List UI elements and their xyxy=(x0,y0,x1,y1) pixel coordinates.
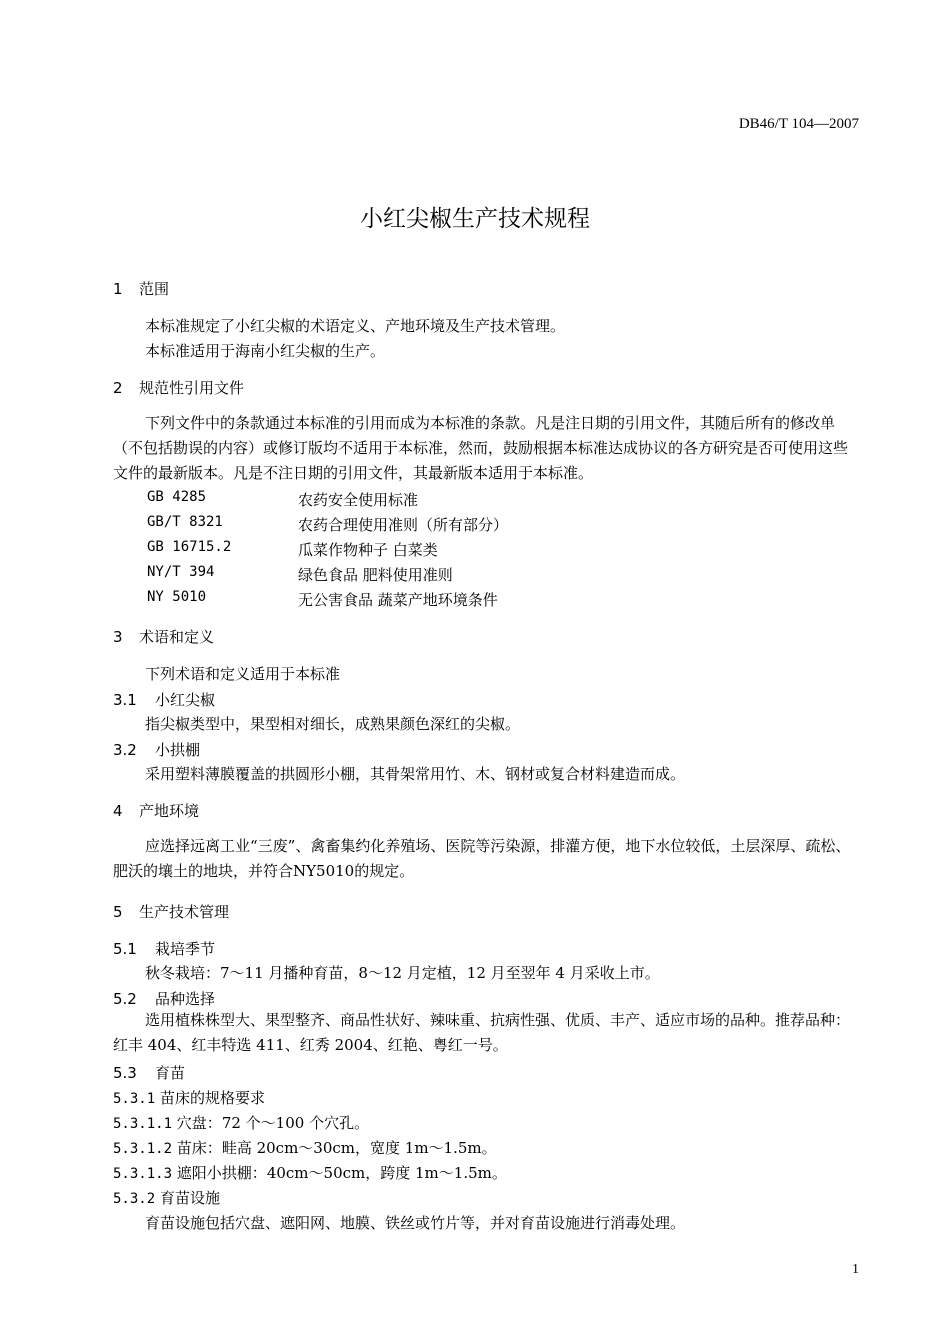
subsection-3-2-heading: 3.2 小拱棚 xyxy=(113,741,201,759)
reference-code: GB 16715.2 xyxy=(147,539,232,555)
subsection-3-1-text: 指尖椒类型中，果型相对细长，成熟果颜色深红的尖椒。 xyxy=(145,715,521,733)
subsection-3-2-text: 采用塑料薄膜覆盖的拱圆形小棚，其骨架常用竹、木、钢材或复合材料建造而成。 xyxy=(145,765,686,783)
subsection-5-2-heading: 5.2 品种选择 xyxy=(113,990,216,1008)
reference-code: NY/T 394 xyxy=(147,564,215,580)
subsection-5-1-text: 秋冬栽培：7～11 月播种育苗，8～12 月定植，12 月至翌年 4 月采收上市。 xyxy=(145,964,660,982)
document-title: 小红尖椒生产技术规程 xyxy=(360,206,590,232)
reference-name: 瓜菜作物种子 白菜类 xyxy=(298,541,438,559)
subsection-5-2-text: 选用植株株型大、果型整齐、商品性状好、辣味重、抗病性强、优质、丰产、适应市场的品种。推荐品种：红丰 404、红丰特选 411、红秀 2004、红艳、粤红一号。 xyxy=(113,1011,851,1054)
subsection-5-1-heading: 5.1 栽培季节 xyxy=(113,940,216,958)
section-4-paragraph: 应选择远离工业“三废”、禽畜集约化养殖场、医院等污染源，排灌方便，地下水位较低，土层深厚、疏松、肥沃的壤土的地块，并符合NY5010的规定。 xyxy=(113,837,851,880)
item-5-3-1-1: 5.3.1.1 穴盘：72 个～100 个穴孔。 xyxy=(113,1114,370,1132)
section-4-heading: 4 产地环境 xyxy=(113,802,200,820)
section-3-heading: 3 术语和定义 xyxy=(113,628,215,646)
reference-code: NY 5010 xyxy=(147,589,207,605)
reference-name: 农药合理使用准则（所有部分） xyxy=(298,516,509,534)
reference-name: 无公害食品 蔬菜产地环境条件 xyxy=(298,591,498,609)
reference-name: 农药安全使用标准 xyxy=(298,491,419,509)
page-number: 1 xyxy=(852,1262,859,1277)
subsection-5-3-2-heading: 5.3.2 育苗设施 xyxy=(113,1189,220,1207)
subsection-5-3-2-text: 育苗设施包括穴盘、遮阳网、地膜、铁丝或竹片等，并对育苗设施进行消毒处理。 xyxy=(145,1214,686,1232)
section-1-heading: 1 范围 xyxy=(113,280,170,298)
subsection-5-3-1-heading: 5.3.1 苗床的规格要求 xyxy=(113,1089,265,1107)
reference-code: GB 4285 xyxy=(147,489,207,505)
section-2-paragraph: 下列文件中的条款通过本标准的引用而成为本标准的条款。凡是注日期的引用文件，其随后所有的修改单（不包括勘误的内容）或修订版均不适用于本标准，然而，鼓励根据本标准达成协议的各方研究是否可使用这些文件的最新版本。凡是不注日期的引用文件，其最新版本适用于本标准。 xyxy=(113,414,849,482)
section-1-paragraph-2: 本标准适用于海南小红尖椒的生产。 xyxy=(145,342,386,360)
section-2-heading: 2 规范性引用文件 xyxy=(113,379,245,397)
subsection-3-1-heading: 3.1 小红尖椒 xyxy=(113,691,216,709)
subsection-5-3-heading: 5.3 育苗 xyxy=(113,1064,186,1082)
section-1-paragraph-1: 本标准规定了小红尖椒的术语定义、产地环境及生产技术管理。 xyxy=(145,317,566,335)
reference-code: GB/T 8321 xyxy=(147,514,223,530)
item-5-3-1-2: 5.3.1.2 苗床：畦高 20cm～30cm，宽度 1m～1.5m。 xyxy=(113,1139,497,1157)
item-5-3-1-3: 5.3.1.3 遮阳小拱棚：40cm～50cm，跨度 1m～1.5m。 xyxy=(113,1164,507,1182)
document-code: DB46/T 104—2007 xyxy=(738,116,859,132)
section-5-heading: 5 生产技术管理 xyxy=(113,903,230,921)
reference-name: 绿色食品 肥料使用准则 xyxy=(298,566,453,584)
section-3-paragraph: 下列术语和定义适用于本标准 xyxy=(145,665,341,683)
